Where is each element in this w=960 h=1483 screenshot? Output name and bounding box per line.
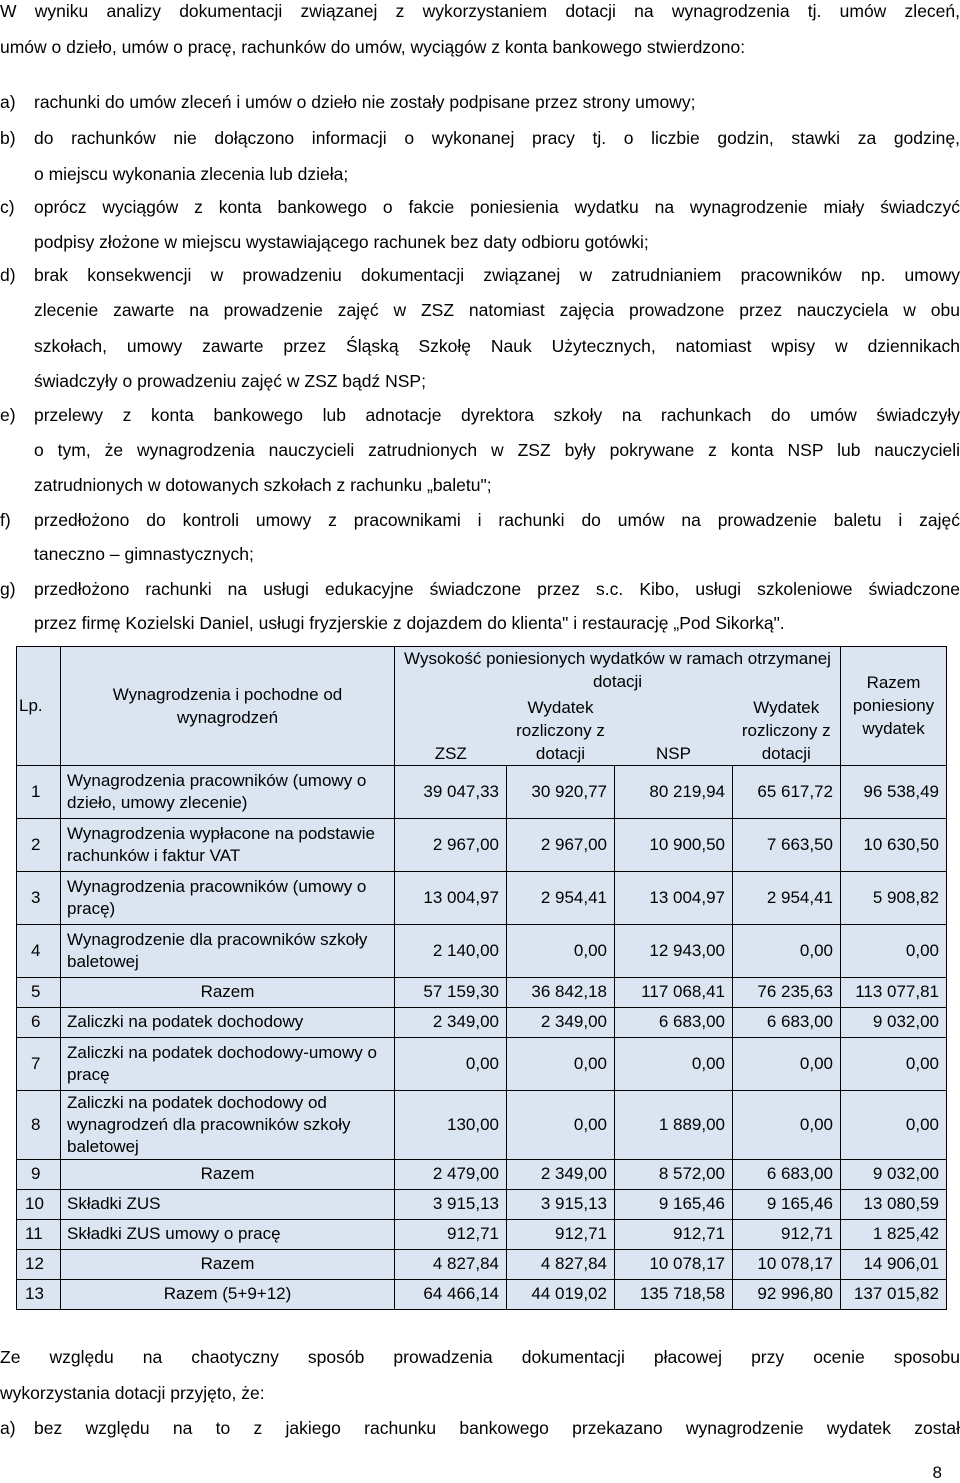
finding-text: brak konsekwencji w prowadzeniu dokumentacji związanej w zatrudnianiem pracowników np. umowy bbox=[34, 265, 960, 285]
row-value: 0,00 bbox=[615, 1037, 733, 1090]
finding-text: oprócz wyciągów z konta bankowego o fakcie poniesienia wydatku na wynagrodzenie miały świadczyć bbox=[34, 197, 960, 217]
finding-e-cont-1: o tym, że wynagrodzenia nauczycieli zatrudnionych w ZSZ były pokrywane z konta NSP lub nauczycieli bbox=[34, 440, 960, 460]
row-lp: 6 bbox=[17, 1007, 61, 1037]
table-row bbox=[17, 871, 947, 924]
row-value: 0,00 bbox=[841, 1090, 947, 1159]
row-description: Zaliczki na podatek dochodowy od wynagrodzeń dla pracowników szkoły baletowej bbox=[61, 1090, 395, 1159]
expense-table bbox=[16, 646, 946, 1310]
row-value: 2 479,00 bbox=[395, 1159, 507, 1189]
row-description: Razem bbox=[61, 977, 395, 1007]
row-value: 0,00 bbox=[507, 1037, 615, 1090]
row-value: 2 349,00 bbox=[395, 1007, 507, 1037]
row-value: 9 165,46 bbox=[615, 1189, 733, 1219]
row-value: 6 683,00 bbox=[615, 1007, 733, 1037]
outro-item-text: bez względu na to z jakiego rachunku bankowego przekazano wynagrodzenie wydatek został bbox=[34, 1418, 960, 1438]
row-value: 0,00 bbox=[733, 1090, 841, 1159]
header-group: Wysokość poniesionych wydatków w ramach otrzymanej dotacji bbox=[395, 647, 841, 694]
row-value: 13 080,59 bbox=[841, 1189, 947, 1219]
finding-label: d) bbox=[0, 265, 16, 285]
row-description: Razem bbox=[61, 1159, 395, 1189]
outro-line-2: wykorzystania dotacji przyjęto, że: bbox=[0, 1383, 265, 1403]
row-value: 2 349,00 bbox=[507, 1007, 615, 1037]
row-value: 13 004,97 bbox=[615, 871, 733, 924]
row-value: 135 718,58 bbox=[615, 1279, 733, 1309]
row-lp: 7 bbox=[17, 1037, 61, 1090]
finding-d-cont-2: szkołach, umowy zawarte przez Śląską Szkołę Nauk Użytecznych, natomiast wpisy w dziennikach bbox=[34, 336, 960, 356]
row-value: 4 827,84 bbox=[395, 1249, 507, 1279]
row-lp: 3 bbox=[17, 871, 61, 924]
finding-d-cont-1: zlecenie zawarte na prowadzenie zajęć w ZSZ natomiast zajęcia prowadzone przez nauczyciela w obu bbox=[34, 300, 960, 320]
row-value: 2 954,41 bbox=[507, 871, 615, 924]
row-lp: 2 bbox=[17, 818, 61, 871]
row-lp: 4 bbox=[17, 924, 61, 977]
table-row bbox=[17, 1219, 947, 1249]
intro-line-1: W wyniku analizy dokumentacji związanej z wykorzystaniem dotacji na wynagrodzenia tj. umów zleceń, bbox=[0, 1, 960, 21]
row-value: 5 908,82 bbox=[841, 871, 947, 924]
finding-label: g) bbox=[0, 579, 16, 599]
row-value: 3 915,13 bbox=[395, 1189, 507, 1219]
table-row bbox=[17, 1159, 947, 1189]
row-value: 912,71 bbox=[507, 1219, 615, 1249]
row-value: 10 900,50 bbox=[615, 818, 733, 871]
row-value: 10 078,17 bbox=[615, 1249, 733, 1279]
finding-text: przedłożono rachunki na usługi edukacyjne świadczone przez s.c. Kibo, usługi szkoleniowe świadczone bbox=[34, 579, 960, 599]
intro-line-2: umów o dzieło, umów o pracę, rachunków do umów, wyciągów z konta bankowego stwierdzono: bbox=[0, 37, 746, 57]
finding-label: b) bbox=[0, 128, 16, 148]
row-value: 9 032,00 bbox=[841, 1159, 947, 1189]
table-row bbox=[17, 1249, 947, 1279]
row-lp: 10 bbox=[17, 1189, 61, 1219]
row-value: 65 617,72 bbox=[733, 765, 841, 818]
row-value: 7 663,50 bbox=[733, 818, 841, 871]
row-value: 12 943,00 bbox=[615, 924, 733, 977]
table-row bbox=[17, 1090, 947, 1159]
row-value: 2 349,00 bbox=[507, 1159, 615, 1189]
row-value: 96 538,49 bbox=[841, 765, 947, 818]
row-description: Wynagrodzenie dla pracowników szkoły baletowej bbox=[61, 924, 395, 977]
page-number: 8 bbox=[932, 1463, 942, 1482]
row-value: 14 906,01 bbox=[841, 1249, 947, 1279]
finding-text: przelewy z konta bankowego lub adnotacje dyrektora szkoły na rachunkach do umów świadczyły bbox=[34, 405, 960, 425]
finding-c-cont: podpisy złożone w miejscu wystawiającego rachunek bez daty odbioru gotówki; bbox=[34, 232, 649, 252]
row-value: 0,00 bbox=[841, 924, 947, 977]
table-row bbox=[17, 818, 947, 871]
header-nsp: NSP bbox=[615, 693, 733, 765]
row-value: 13 004,97 bbox=[395, 871, 507, 924]
row-value: 2 954,41 bbox=[733, 871, 841, 924]
row-lp: 9 bbox=[17, 1159, 61, 1189]
row-value: 9 165,46 bbox=[733, 1189, 841, 1219]
header-nsp-settled: Wydatek rozliczony z dotacji bbox=[733, 693, 841, 765]
row-value: 0,00 bbox=[841, 1037, 947, 1090]
row-description: Zaliczki na podatek dochodowy-umowy o pracę bbox=[61, 1037, 395, 1090]
finding-label: f) bbox=[0, 510, 11, 530]
row-value: 130,00 bbox=[395, 1090, 507, 1159]
row-value: 36 842,18 bbox=[507, 977, 615, 1007]
row-description: Wynagrodzenia pracowników (umowy o dzieło, umowy zlecenie) bbox=[61, 765, 395, 818]
finding-e-cont-2: zatrudnionych w dotowanych szkołach z rachunku „baletu"; bbox=[34, 475, 492, 495]
finding-d-cont-3: świadczyły o prowadzeniu zajęć w ZSZ bądź NSP; bbox=[34, 371, 426, 391]
finding-f-cont: taneczno – gimnastycznych; bbox=[34, 544, 254, 564]
row-value: 92 996,80 bbox=[733, 1279, 841, 1309]
row-lp: 8 bbox=[17, 1090, 61, 1159]
row-description: Składki ZUS bbox=[61, 1189, 395, 1219]
row-lp: 1 bbox=[17, 765, 61, 818]
row-value: 117 068,41 bbox=[615, 977, 733, 1007]
row-value: 113 077,81 bbox=[841, 977, 947, 1007]
row-value: 6 683,00 bbox=[733, 1007, 841, 1037]
outro-item-label: a) bbox=[0, 1418, 16, 1438]
row-value: 0,00 bbox=[733, 924, 841, 977]
finding-label: c) bbox=[0, 197, 15, 217]
row-value: 0,00 bbox=[733, 1037, 841, 1090]
row-value: 44 019,02 bbox=[507, 1279, 615, 1309]
row-description: Składki ZUS umowy o pracę bbox=[61, 1219, 395, 1249]
table-row bbox=[17, 765, 947, 818]
table-row bbox=[17, 1189, 947, 1219]
row-value: 39 047,33 bbox=[395, 765, 507, 818]
table-row bbox=[17, 1037, 947, 1090]
row-value: 10 078,17 bbox=[733, 1249, 841, 1279]
row-value: 912,71 bbox=[615, 1219, 733, 1249]
finding-text: rachunki do umów zleceń i umów o dzieło nie zostały podpisane przez strony umowy; bbox=[34, 92, 696, 112]
row-value: 137 015,82 bbox=[841, 1279, 947, 1309]
row-value: 6 683,00 bbox=[733, 1159, 841, 1189]
row-value: 1 825,42 bbox=[841, 1219, 947, 1249]
finding-text: przedłożono do kontroli umowy z pracownikami i rachunki do umów na prowadzenie baletu i zajęć bbox=[34, 510, 960, 530]
row-value: 1 889,00 bbox=[615, 1090, 733, 1159]
table-row bbox=[17, 1007, 947, 1037]
row-value: 2 967,00 bbox=[507, 818, 615, 871]
row-value: 30 920,77 bbox=[507, 765, 615, 818]
row-value: 2 967,00 bbox=[395, 818, 507, 871]
header-desc: Wynagrodzenia i pochodne od wynagrodzeń bbox=[61, 647, 395, 766]
finding-text: do rachunków nie dołączono informacji o wykonanej pracy tj. o liczbie godzin, stawki za godzinę, bbox=[34, 128, 960, 148]
table-row bbox=[17, 924, 947, 977]
row-value: 9 032,00 bbox=[841, 1007, 947, 1037]
table-row bbox=[17, 977, 947, 1007]
finding-b-cont: o miejscu wykonania zlecenia lub dzieła; bbox=[34, 164, 349, 184]
row-value: 57 159,30 bbox=[395, 977, 507, 1007]
outro-line-1: Ze względu na chaotyczny sposób prowadzenia dokumentacji płacowej przy ocenie sposobu bbox=[0, 1347, 960, 1367]
row-value: 912,71 bbox=[733, 1219, 841, 1249]
header-total: Razem poniesiony wydatek bbox=[841, 647, 947, 766]
table-header-row-1 bbox=[17, 647, 947, 694]
row-value: 0,00 bbox=[507, 1090, 615, 1159]
row-description: Zaliczki na podatek dochodowy bbox=[61, 1007, 395, 1037]
header-lp: Lp. bbox=[17, 647, 61, 766]
row-lp: 5 bbox=[17, 977, 61, 1007]
row-value: 912,71 bbox=[395, 1219, 507, 1249]
row-lp: 13 bbox=[17, 1279, 61, 1309]
row-value: 76 235,63 bbox=[733, 977, 841, 1007]
row-value: 10 630,50 bbox=[841, 818, 947, 871]
finding-g-cont: przez firmę Kozielski Daniel, usługi fryzjerskie z dojazdem do klienta" i restaurację „Pod Sikorką". bbox=[34, 613, 785, 633]
row-description: Wynagrodzenia pracowników (umowy o pracę) bbox=[61, 871, 395, 924]
row-value: 3 915,13 bbox=[507, 1189, 615, 1219]
row-value: 0,00 bbox=[395, 1037, 507, 1090]
header-zsz: ZSZ bbox=[395, 693, 507, 765]
row-value: 0,00 bbox=[507, 924, 615, 977]
row-value: 4 827,84 bbox=[507, 1249, 615, 1279]
row-value: 2 140,00 bbox=[395, 924, 507, 977]
row-value: 64 466,14 bbox=[395, 1279, 507, 1309]
row-description: Razem bbox=[61, 1249, 395, 1279]
row-value: 80 219,94 bbox=[615, 765, 733, 818]
row-lp: 12 bbox=[17, 1249, 61, 1279]
row-description: Wynagrodzenia wypłacone na podstawie rachunków i faktur VAT bbox=[61, 818, 395, 871]
table-row bbox=[17, 1279, 947, 1309]
row-value: 8 572,00 bbox=[615, 1159, 733, 1189]
header-zsz-settled: Wydatek rozliczony z dotacji bbox=[507, 693, 615, 765]
row-description: Razem (5+9+12) bbox=[61, 1279, 395, 1309]
row-lp: 11 bbox=[17, 1219, 61, 1249]
finding-label: a) bbox=[0, 92, 16, 112]
finding-label: e) bbox=[0, 405, 16, 425]
